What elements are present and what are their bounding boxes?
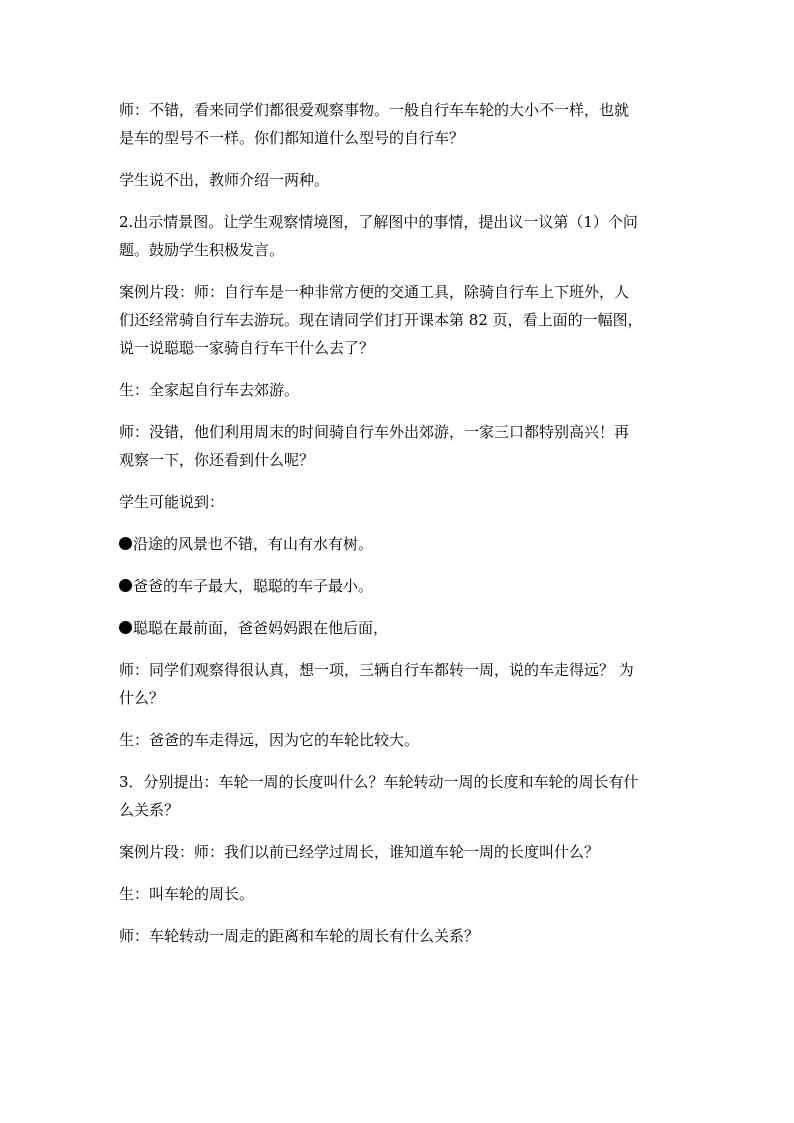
text-line: [119, 124, 679, 152]
paragraph: [119, 880, 679, 908]
bullet-icon: [119, 621, 132, 634]
line-text: 学生说不出，教师介绍一两种。: [119, 171, 330, 189]
paragraph: [119, 208, 679, 264]
text-line: [119, 208, 679, 236]
text-line: [119, 306, 679, 334]
text-line: [119, 656, 679, 684]
bullet-icon: [119, 537, 132, 550]
paragraph: [119, 656, 679, 712]
text-line: [119, 922, 679, 950]
text-line: [119, 768, 679, 796]
paragraph: [119, 418, 679, 474]
line-text: 说一说聪聪一家骑自行车干什么去了？: [119, 339, 375, 357]
text-line: [119, 838, 679, 866]
text-line: [119, 530, 679, 558]
line-text: 观察一下，你还看到什么呢？: [119, 451, 315, 469]
line-text: 师：车轮转动一周走的距离和车轮的周长有什么关系？: [119, 927, 480, 945]
text-line: [119, 572, 679, 600]
paragraph: [119, 488, 679, 516]
paragraph: [119, 922, 679, 950]
text-line: [119, 278, 679, 306]
bullet-item: [119, 530, 679, 558]
text-line: [119, 418, 679, 446]
bullet-item: [119, 614, 679, 642]
line-text: 师：同学们观察得很认真，想一项，三辆自行车都转一周，说的车走得远？ 为: [119, 661, 634, 679]
text-line: [119, 96, 679, 124]
text-line: [119, 334, 679, 362]
text-line: [119, 684, 679, 712]
bullet-item: [119, 572, 679, 600]
line-text: 师：没错，他们利用周末的时间骑自行车外出郊游，一家三口都特别高兴！再: [119, 423, 630, 441]
text-line: [119, 488, 679, 516]
line-text: 2.出示情景图。让学生观察情境图，了解图中的事情，提出议一议第（1）个问: [119, 213, 638, 231]
line-text: 爸爸的车子最大，聪聪的车子最小。: [133, 577, 374, 595]
line-text: 题。鼓励学生积极发言。: [119, 241, 285, 259]
line-text: 沿途的风景也不错，有山有水有树。: [133, 535, 374, 553]
paragraph: [119, 726, 679, 754]
text-line: [119, 726, 679, 754]
paragraph: [119, 768, 679, 824]
text-line: [119, 796, 679, 824]
line-text: 生：全家起自行车去郊游。: [119, 381, 300, 399]
line-text: 么关系？: [119, 801, 180, 819]
text-line: [119, 376, 679, 404]
document-page: [119, 96, 679, 964]
line-text: 案例片段：师：自行车是一种非常方便的交通工具，除骑自行车上下班外，人: [119, 283, 630, 301]
paragraph: [119, 376, 679, 404]
text-line: [119, 236, 679, 264]
line-text: 聪聪在最前面，爸爸妈妈跟在他后面，: [133, 619, 389, 637]
paragraph: [119, 166, 679, 194]
text-line: [119, 446, 679, 474]
paragraph: [119, 838, 679, 866]
line-text: 师：不错，看来同学们都很爱观察事物。一般自行车车轮的大小不一样，也就: [119, 101, 630, 119]
line-text: 学生可能说到：: [119, 493, 225, 511]
line-text: 们还经常骑自行车去游玩。现在请同学们打开课本第 82 页，看上面的一幅图，: [119, 311, 643, 329]
line-text: 是车的型号不一样。你们都知道什么型号的自行车？: [119, 129, 465, 147]
line-text: 生：爸爸的车走得远，因为它的车轮比较大。: [119, 731, 420, 749]
bullet-icon: [119, 579, 132, 592]
line-text: 3．分别提出：车轮一周的长度叫什么？车轮转动一周的长度和车轮的周长有什: [119, 773, 639, 791]
text-line: [119, 880, 679, 908]
paragraph: [119, 96, 679, 152]
line-text: 案例片段：师：我们以前已经学过周长，谁知道车轮一周的长度叫什么？: [119, 843, 600, 861]
text-line: [119, 166, 679, 194]
paragraph: [119, 278, 679, 362]
text-line: [119, 614, 679, 642]
line-text: 生：叫车轮的周长。: [119, 885, 255, 903]
line-text: 什么？: [119, 689, 165, 707]
